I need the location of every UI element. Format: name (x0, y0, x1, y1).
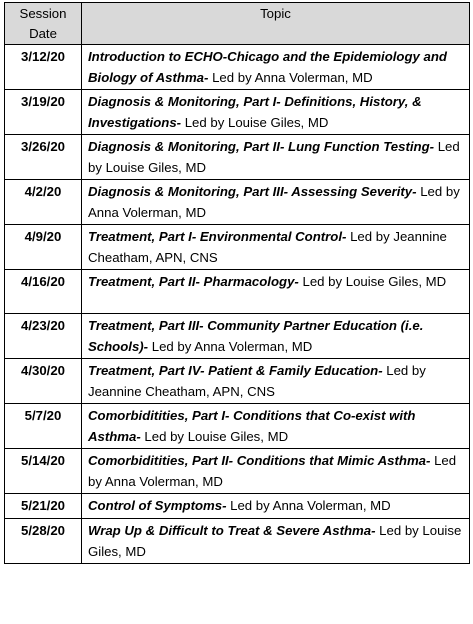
session-topic (82, 225, 470, 270)
session-date: 3/19/20 (5, 90, 82, 135)
topic-title: Diagnosis & Monitoring, Part III- Assessing Severity- (88, 184, 417, 199)
topic-title: Diagnosis & Monitoring, Part I- Definitions, History, & Investigations- (88, 94, 422, 130)
topic-leader: Led by Louise Giles, MD (298, 274, 447, 289)
topic-leader: Led by Anna Volerman, MD (208, 70, 373, 85)
topic-leader: Led by Anna Volerman, MD (88, 184, 460, 220)
session-date: 5/28/20 (5, 519, 82, 564)
topic-title: Treatment, Part I- Environmental Control- (88, 229, 347, 244)
session-date: 4/9/20 (5, 225, 82, 270)
table-row (5, 314, 470, 359)
topic-title: Control of Symptoms- (88, 498, 227, 513)
table-row (5, 359, 470, 404)
session-date: 4/23/20 (5, 314, 82, 359)
session-date: 5/14/20 (5, 449, 82, 494)
topic-leader: Led by Louise Giles, MD (140, 429, 289, 444)
session-topic (82, 314, 470, 359)
session-topic (82, 135, 470, 180)
table-row (5, 45, 470, 90)
topic-leader: Led by Louise Giles, MD (88, 523, 462, 559)
table-row (5, 225, 470, 270)
topic-title: Comorbiditities, Part I- Conditions that Co-exist with Asthma- (88, 408, 416, 444)
topic-leader: Led by Jeannine Cheatham, APN, CNS (88, 229, 447, 265)
session-date: 4/30/20 (5, 359, 82, 404)
session-topic (82, 449, 470, 494)
session-topic (82, 404, 470, 449)
table-row (5, 404, 470, 449)
topic-leader: Led by Louise Giles, MD (181, 115, 329, 130)
session-topic (82, 359, 470, 404)
session-date: 4/16/20 (5, 270, 82, 314)
session-date: 5/21/20 (5, 494, 82, 519)
session-date: 4/2/20 (5, 180, 82, 225)
session-topic (82, 45, 470, 90)
topic-leader: Led by Anna Volerman, MD (226, 498, 391, 513)
header-row (5, 3, 470, 45)
session-topic (82, 519, 470, 564)
topic-title: Introduction to ECHO-Chicago and the Epidemiology and Biology of Asthma- (88, 49, 447, 85)
session-date: 5/7/20 (5, 404, 82, 449)
topic-title: Comorbiditities, Part II- Conditions that Mimic Asthma- (88, 453, 431, 468)
session-date-header: Session Date (5, 3, 82, 45)
topic-header: Topic (82, 3, 470, 45)
topic-leader: Led by Louise Giles, MD (88, 139, 460, 175)
session-date: 3/12/20 (5, 45, 82, 90)
topic-title: Treatment, Part IV- Patient & Family Education- (88, 363, 383, 378)
table-row (5, 519, 470, 564)
topic-leader: Led by Anna Volerman, MD (148, 339, 313, 354)
session-topic (82, 90, 470, 135)
session-topic (82, 180, 470, 225)
table-row (5, 180, 470, 225)
table-row (5, 270, 470, 314)
table-row (5, 135, 470, 180)
table-row (5, 90, 470, 135)
topic-title: Diagnosis & Monitoring, Part II- Lung Function Testing- (88, 139, 435, 154)
session-topic (82, 494, 470, 519)
topic-title: Wrap Up & Difficult to Treat & Severe Asthma- (88, 523, 376, 538)
topic-title: Treatment, Part III- Community Partner Education (i.e. Schools)- (88, 318, 424, 354)
table-row (5, 494, 470, 519)
session-topic (82, 270, 470, 314)
session-schedule-table (4, 2, 470, 564)
topic-leader: Led by Anna Volerman, MD (88, 453, 457, 489)
table-row (5, 449, 470, 494)
session-date: 3/26/20 (5, 135, 82, 180)
topic-leader: Led by Jeannine Cheatham, APN, CNS (88, 363, 426, 399)
topic-title: Treatment, Part II- Pharmacology- (88, 274, 299, 289)
